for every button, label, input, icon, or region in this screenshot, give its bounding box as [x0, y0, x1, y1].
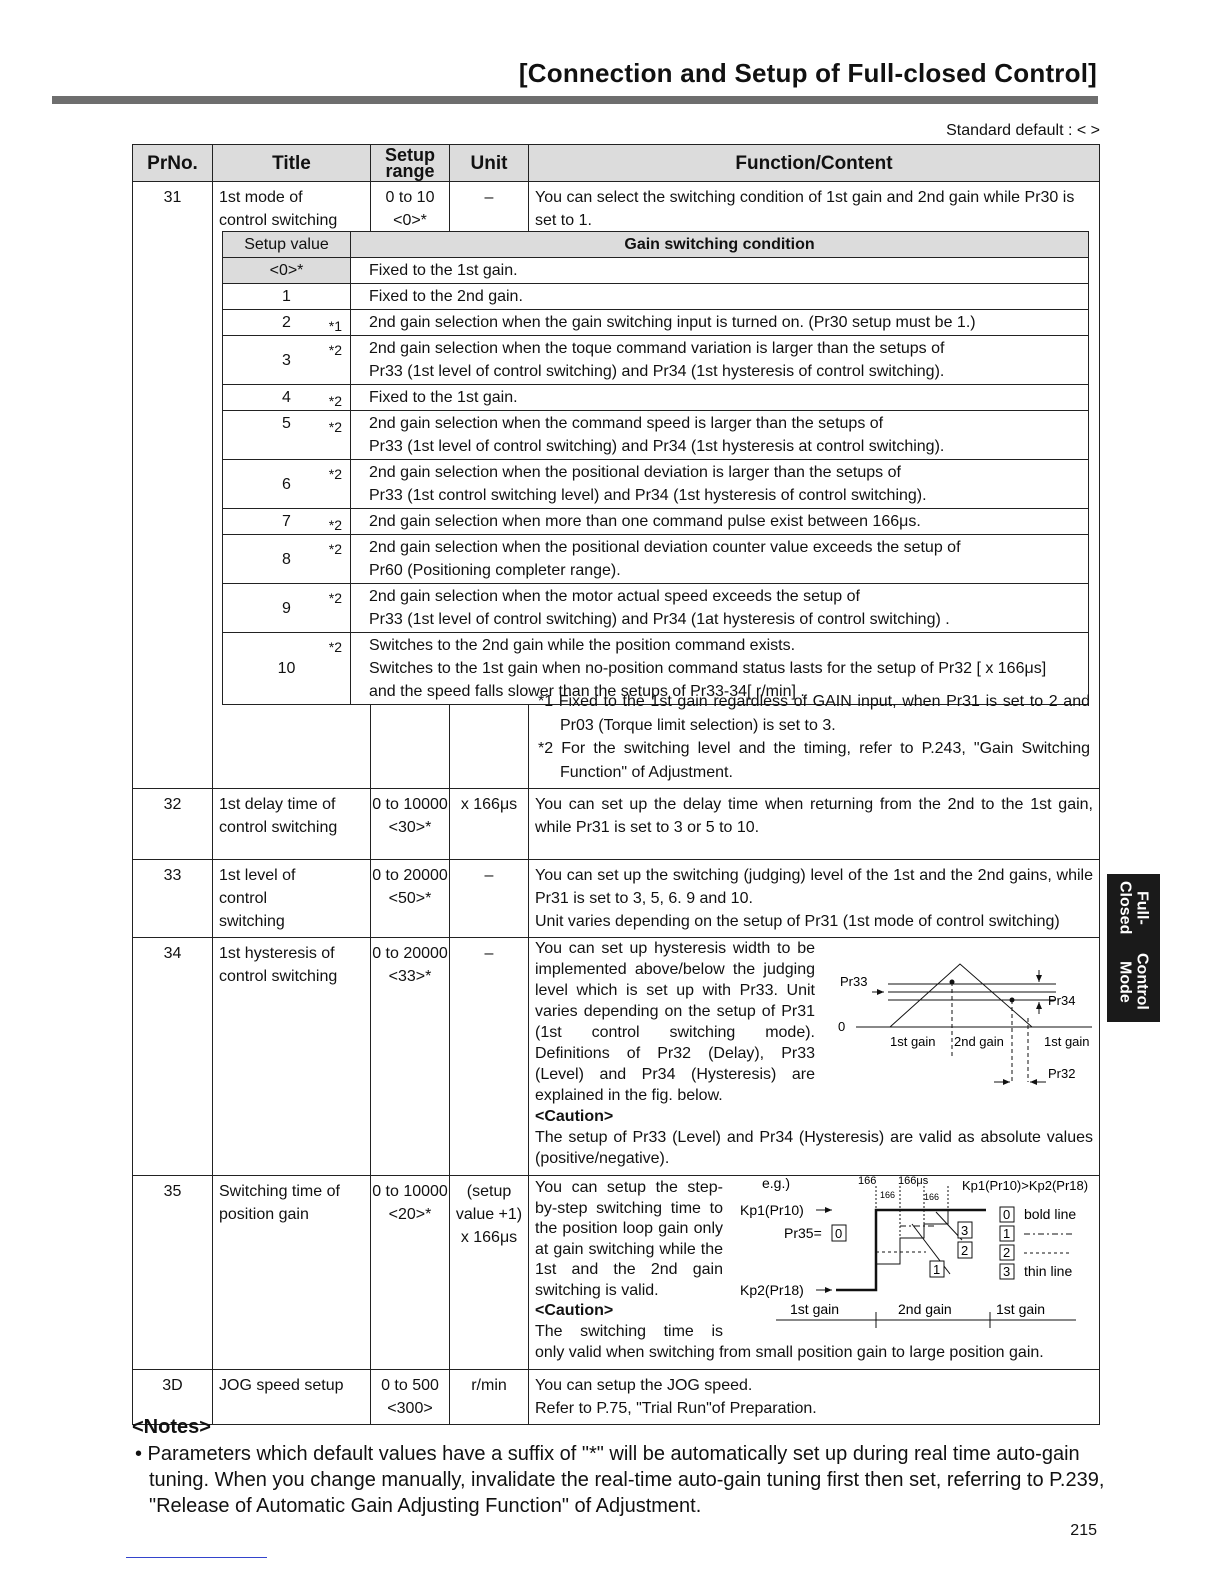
- gain-setup-value: <0>*: [269, 262, 304, 279]
- gain-condition: 2nd gain selection when the gain switching input is turned on. (Pr30 setup must be 1.): [351, 310, 1089, 336]
- content-text: You can setup the step-by-step switching time to the position loop gain only at gain switching while the 1st and the 2nd gain switching is valid.: [535, 1179, 723, 1299]
- table-row: [133, 1370, 1100, 1425]
- range-value: 0 to 10000: [372, 796, 448, 813]
- gain-row: [223, 460, 1089, 509]
- gain-label-1st-return: 1st gain: [996, 1301, 1046, 1317]
- footnote-marker: *2: [328, 342, 342, 358]
- default-value: <20>*: [388, 1206, 432, 1223]
- page-title: [Connection and Setup of Full-closed Control]: [518, 58, 1097, 88]
- title-cell: 1st level of control switching: [213, 860, 371, 938]
- legend-bold-line: bold line: [1024, 1206, 1077, 1222]
- gain-label-1st: 1st gain: [790, 1301, 840, 1317]
- gain-setup-value: 9: [282, 599, 291, 617]
- gain-condition: 2nd gain selection when the motor actual speed exceeds the setup of: [369, 588, 860, 605]
- legend-value-1: 1: [1003, 1226, 1011, 1241]
- default-value: <0>*: [393, 212, 427, 229]
- gain-label-2nd: 2nd gain: [898, 1301, 952, 1317]
- footnote-marker: *2: [328, 393, 342, 409]
- unit-cell: –: [450, 860, 529, 938]
- notes-heading: <Notes>: [132, 1416, 211, 1438]
- footnote: *1 Fixed to the 1st gain regardless of GAIN input, when Pr31 is set to 2 and Pr03 (Torque limit selection) is set to 3.: [538, 693, 1090, 734]
- gain-setup-value: 1: [282, 288, 291, 305]
- gain-row: [223, 284, 1089, 310]
- caution-text: The switching time is: [535, 1323, 723, 1340]
- unit-cell: x 166μs: [450, 789, 529, 860]
- content-text: You can set up the switching (judging) level of the 1st and the 2nd gains, while Pr31 is set to 3, 5, 6. 9 and 10.: [535, 867, 1093, 907]
- range-cell: [371, 938, 450, 1176]
- gain-condition: Fixed to the 1st gain.: [351, 385, 1089, 411]
- step-value-3: 3: [961, 1223, 969, 1238]
- content-cell: You can select the switching condition of 1st gain and 2nd gain while Pr30 is set to 1.: [529, 182, 1100, 789]
- pr35-label: Pr35=: [784, 1225, 822, 1241]
- legend-value-3: 3: [1003, 1264, 1011, 1279]
- standard-default-note: Standard default : < >: [946, 122, 1100, 139]
- gain-setup-value: 8: [282, 550, 291, 568]
- time-166-c: 166: [924, 1192, 940, 1202]
- step-value-2: 2: [961, 1243, 969, 1258]
- prno-cell: 33: [133, 860, 213, 938]
- col-setup-range: Setup range: [371, 145, 450, 182]
- title-cell: 1st delay time of control switching: [213, 789, 371, 860]
- prno-cell: 31: [133, 182, 213, 789]
- prno-cell: 35: [133, 1176, 213, 1370]
- caution-label: <Caution>: [535, 1302, 614, 1319]
- section-side-tab: [1107, 874, 1160, 1022]
- gain-condition: Fixed to the 2nd gain.: [351, 284, 1089, 310]
- default-value: <50>*: [388, 890, 432, 907]
- gain-row: [223, 584, 1089, 633]
- side-tab-line: Full-Closed: [1116, 881, 1151, 935]
- range-value: 0 to 10: [385, 189, 435, 206]
- col-title: Title: [213, 145, 371, 182]
- pr33-label: Pr33: [840, 974, 868, 989]
- content-cell: [529, 860, 1100, 938]
- gain-row: [223, 336, 1089, 385]
- signal-waveform: [890, 964, 1032, 1027]
- range-cell: [371, 860, 450, 938]
- time-166: 166: [858, 1175, 877, 1187]
- step-value-1: 1: [933, 1262, 941, 1277]
- gain-condition: Pr33 (1st level of control switching) and Pr34 (1at hysteresis of control switching) .: [369, 611, 950, 628]
- unit-cell: (setup value +1) x 166μs: [450, 1176, 529, 1370]
- title-cell: 1st mode of control switching: [213, 182, 371, 789]
- gain-col-setup-value: Setup value: [223, 232, 351, 258]
- gain-setup-value: 5: [282, 415, 291, 432]
- content-text: You can set up hysteresis width to be implemented above/below the judging level which is set up with Pr33. Unit varies depending on the setup of Pr31 (1st control switching mode). Definitions of Pr32 (Delay), Pr33 (Level) and Pr34 (Hysteresis) are explained in the fig. below.: [535, 940, 815, 1104]
- content-cell: You can set up the delay time when returning from the 2nd to the 1st gain, while Pr31 is set to 3 or 5 to 10.: [529, 789, 1100, 860]
- time-166-b: 166: [880, 1190, 896, 1200]
- gain-switching-table: [222, 231, 1089, 705]
- gain-condition: 2nd gain selection when the positional deviation is larger than the setups of: [369, 464, 901, 481]
- hysteresis-diagram: [836, 958, 1098, 1092]
- footnote-marker: *2: [328, 639, 342, 655]
- legend-thin-line: thin line: [1024, 1263, 1073, 1279]
- gain-row: [223, 310, 1089, 336]
- gain-row: [223, 385, 1089, 411]
- default-value: <300>: [387, 1400, 433, 1417]
- eg-label: e.g.): [762, 1175, 791, 1191]
- kp2-label: Kp2(Pr18): [740, 1282, 804, 1298]
- content-text: Unit varies depending on the setup of Pr31 (1st mode of control switching): [535, 913, 1060, 930]
- prno-cell: 3D: [133, 1370, 213, 1425]
- range-cell: [371, 1370, 450, 1425]
- position-gain-diagram: [736, 1172, 1098, 1332]
- unit-cell: r/min: [450, 1370, 529, 1425]
- legend-value-0: 0: [1003, 1207, 1011, 1222]
- gain-setup-value: 3: [282, 351, 291, 369]
- gain-setup-value: 7: [282, 513, 291, 530]
- range-value: 0 to 10000: [372, 1183, 448, 1200]
- gain-condition: 2nd gain selection when the command speed is larger than the setups of: [369, 415, 884, 432]
- footer-link-line: [126, 1557, 267, 1558]
- gain-condition: Pr33 (1st control switching level) and Pr34 (1st hysteresis of control switching).: [369, 487, 927, 504]
- caution-label: <Caution>: [535, 1108, 614, 1125]
- gain-condition: Pr33 (1st level of control switching) and Pr34 (1st hysteresis at control switching).: [369, 438, 945, 455]
- pr34-label: Pr34: [1048, 993, 1076, 1008]
- title-cell: 1st hysteresis of control switching: [213, 938, 371, 1176]
- gain-setup-value: 6: [282, 475, 291, 493]
- kp1-label: Kp1(Pr10): [740, 1202, 804, 1218]
- range-value: 0 to 20000: [372, 867, 448, 884]
- caution-text: The setup of Pr33 (Level) and Pr34 (Hysteresis) are valid as absolute values (positive/negative).: [535, 1129, 1093, 1167]
- prno-cell: 34: [133, 938, 213, 1176]
- gain-condition: and the speed falls slower than the setups of Pr33-34[ r/min] .: [369, 683, 805, 700]
- gain-row: [223, 509, 1089, 535]
- legend-value-2: 2: [1003, 1245, 1011, 1260]
- gain-row: [223, 535, 1089, 584]
- default-value: <33>*: [388, 968, 432, 985]
- pr32-label: Pr32: [1048, 1066, 1076, 1081]
- notes-text: • Parameters which default values have a suffix of "*" will be automatically set up during real time auto-gain tuning. When you change manually, invalidate the real-time auto-gain tuning first then set, referring to P.239, "Release of Automatic Gain Adjusting Function" of Adjustment.: [135, 1443, 1105, 1517]
- unit-cell: –: [450, 938, 529, 1176]
- gain-label-1st-return: 1st gain: [1044, 1034, 1090, 1049]
- page-number: 215: [1070, 1522, 1097, 1539]
- gain-step-thin: [876, 1210, 948, 1290]
- footnote-marker: *2: [328, 466, 342, 482]
- gain-setup-value: 10: [277, 660, 296, 677]
- footnote: *2 For the switching level and the timing, refer to P.243, "Gain Switching Function" of Adjustment.: [538, 740, 1090, 781]
- footnote-marker: *2: [328, 517, 342, 533]
- header-rule: [52, 96, 1098, 104]
- gain-setup-value: 2: [282, 314, 291, 331]
- range-cell: [371, 789, 450, 860]
- unit-cell: –: [450, 182, 529, 789]
- pr31-footnotes: [538, 690, 1090, 784]
- col-prno: PrNo.: [133, 145, 213, 182]
- table-row: [133, 860, 1100, 938]
- gain-condition: Switches to the 1st gain when no-position command status lasts for the setup of Pr32 [ x 166μs]: [369, 660, 1047, 677]
- side-tab-line: Control Mode: [1116, 953, 1151, 1011]
- range-value: 0 to 500: [381, 1377, 439, 1394]
- gain-row: [223, 258, 1089, 284]
- zero-label: 0: [838, 1019, 846, 1034]
- time-166us: 166μs: [898, 1175, 929, 1187]
- condition-label: Kp1(Pr10)>Kp2(Pr18): [962, 1178, 1089, 1193]
- caution-text: only valid when switching from small position gain to large position gain.: [535, 1344, 1044, 1361]
- gain-label-1st: 1st gain: [890, 1034, 936, 1049]
- gain-condition: 2nd gain selection when the toque command variation is larger than the setups of: [369, 340, 945, 357]
- title-cell: Switching time of position gain: [213, 1176, 371, 1370]
- gain-condition: Pr60 (Positioning completer range).: [369, 562, 621, 579]
- footnote-marker: *1: [328, 318, 342, 334]
- gain-condition: Fixed to the 1st gain.: [351, 258, 1089, 284]
- col-function: Function/Content: [529, 145, 1100, 182]
- gain-condition: Switches to the 2nd gain while the position command exists.: [369, 637, 796, 654]
- pr35-value: 0: [835, 1226, 843, 1241]
- footnote-marker: *2: [328, 541, 342, 557]
- default-value: <30>*: [388, 819, 432, 836]
- content-text: Refer to P.75, "Trial Run"of Preparation.: [535, 1400, 817, 1417]
- gain-col-condition: Gain switching condition: [351, 232, 1089, 258]
- footnote-marker: *2: [328, 590, 342, 606]
- table-row: [133, 789, 1100, 860]
- prno-cell: 32: [133, 789, 213, 860]
- gain-condition: 2nd gain selection when the positional deviation counter value exceeds the setup of: [369, 539, 961, 556]
- range-value: 0 to 20000: [372, 945, 448, 962]
- content-text: You can setup the JOG speed.: [535, 1377, 753, 1394]
- content-cell: [529, 1370, 1100, 1425]
- gain-condition: Pr33 (1st level of control switching) and Pr34 (1st hysteresis of control switching).: [369, 363, 945, 380]
- gain-condition: 2nd gain selection when more than one command pulse exist between 166μs.: [351, 509, 1089, 535]
- gain-row: [223, 411, 1089, 460]
- footnote-marker: *2: [328, 419, 342, 435]
- gain-label-2nd: 2nd gain: [954, 1034, 1004, 1049]
- range-cell: [371, 1176, 450, 1370]
- col-unit: Unit: [450, 145, 529, 182]
- gain-setup-value: 4: [282, 389, 291, 406]
- title-cell: JOG speed setup: [213, 1370, 371, 1425]
